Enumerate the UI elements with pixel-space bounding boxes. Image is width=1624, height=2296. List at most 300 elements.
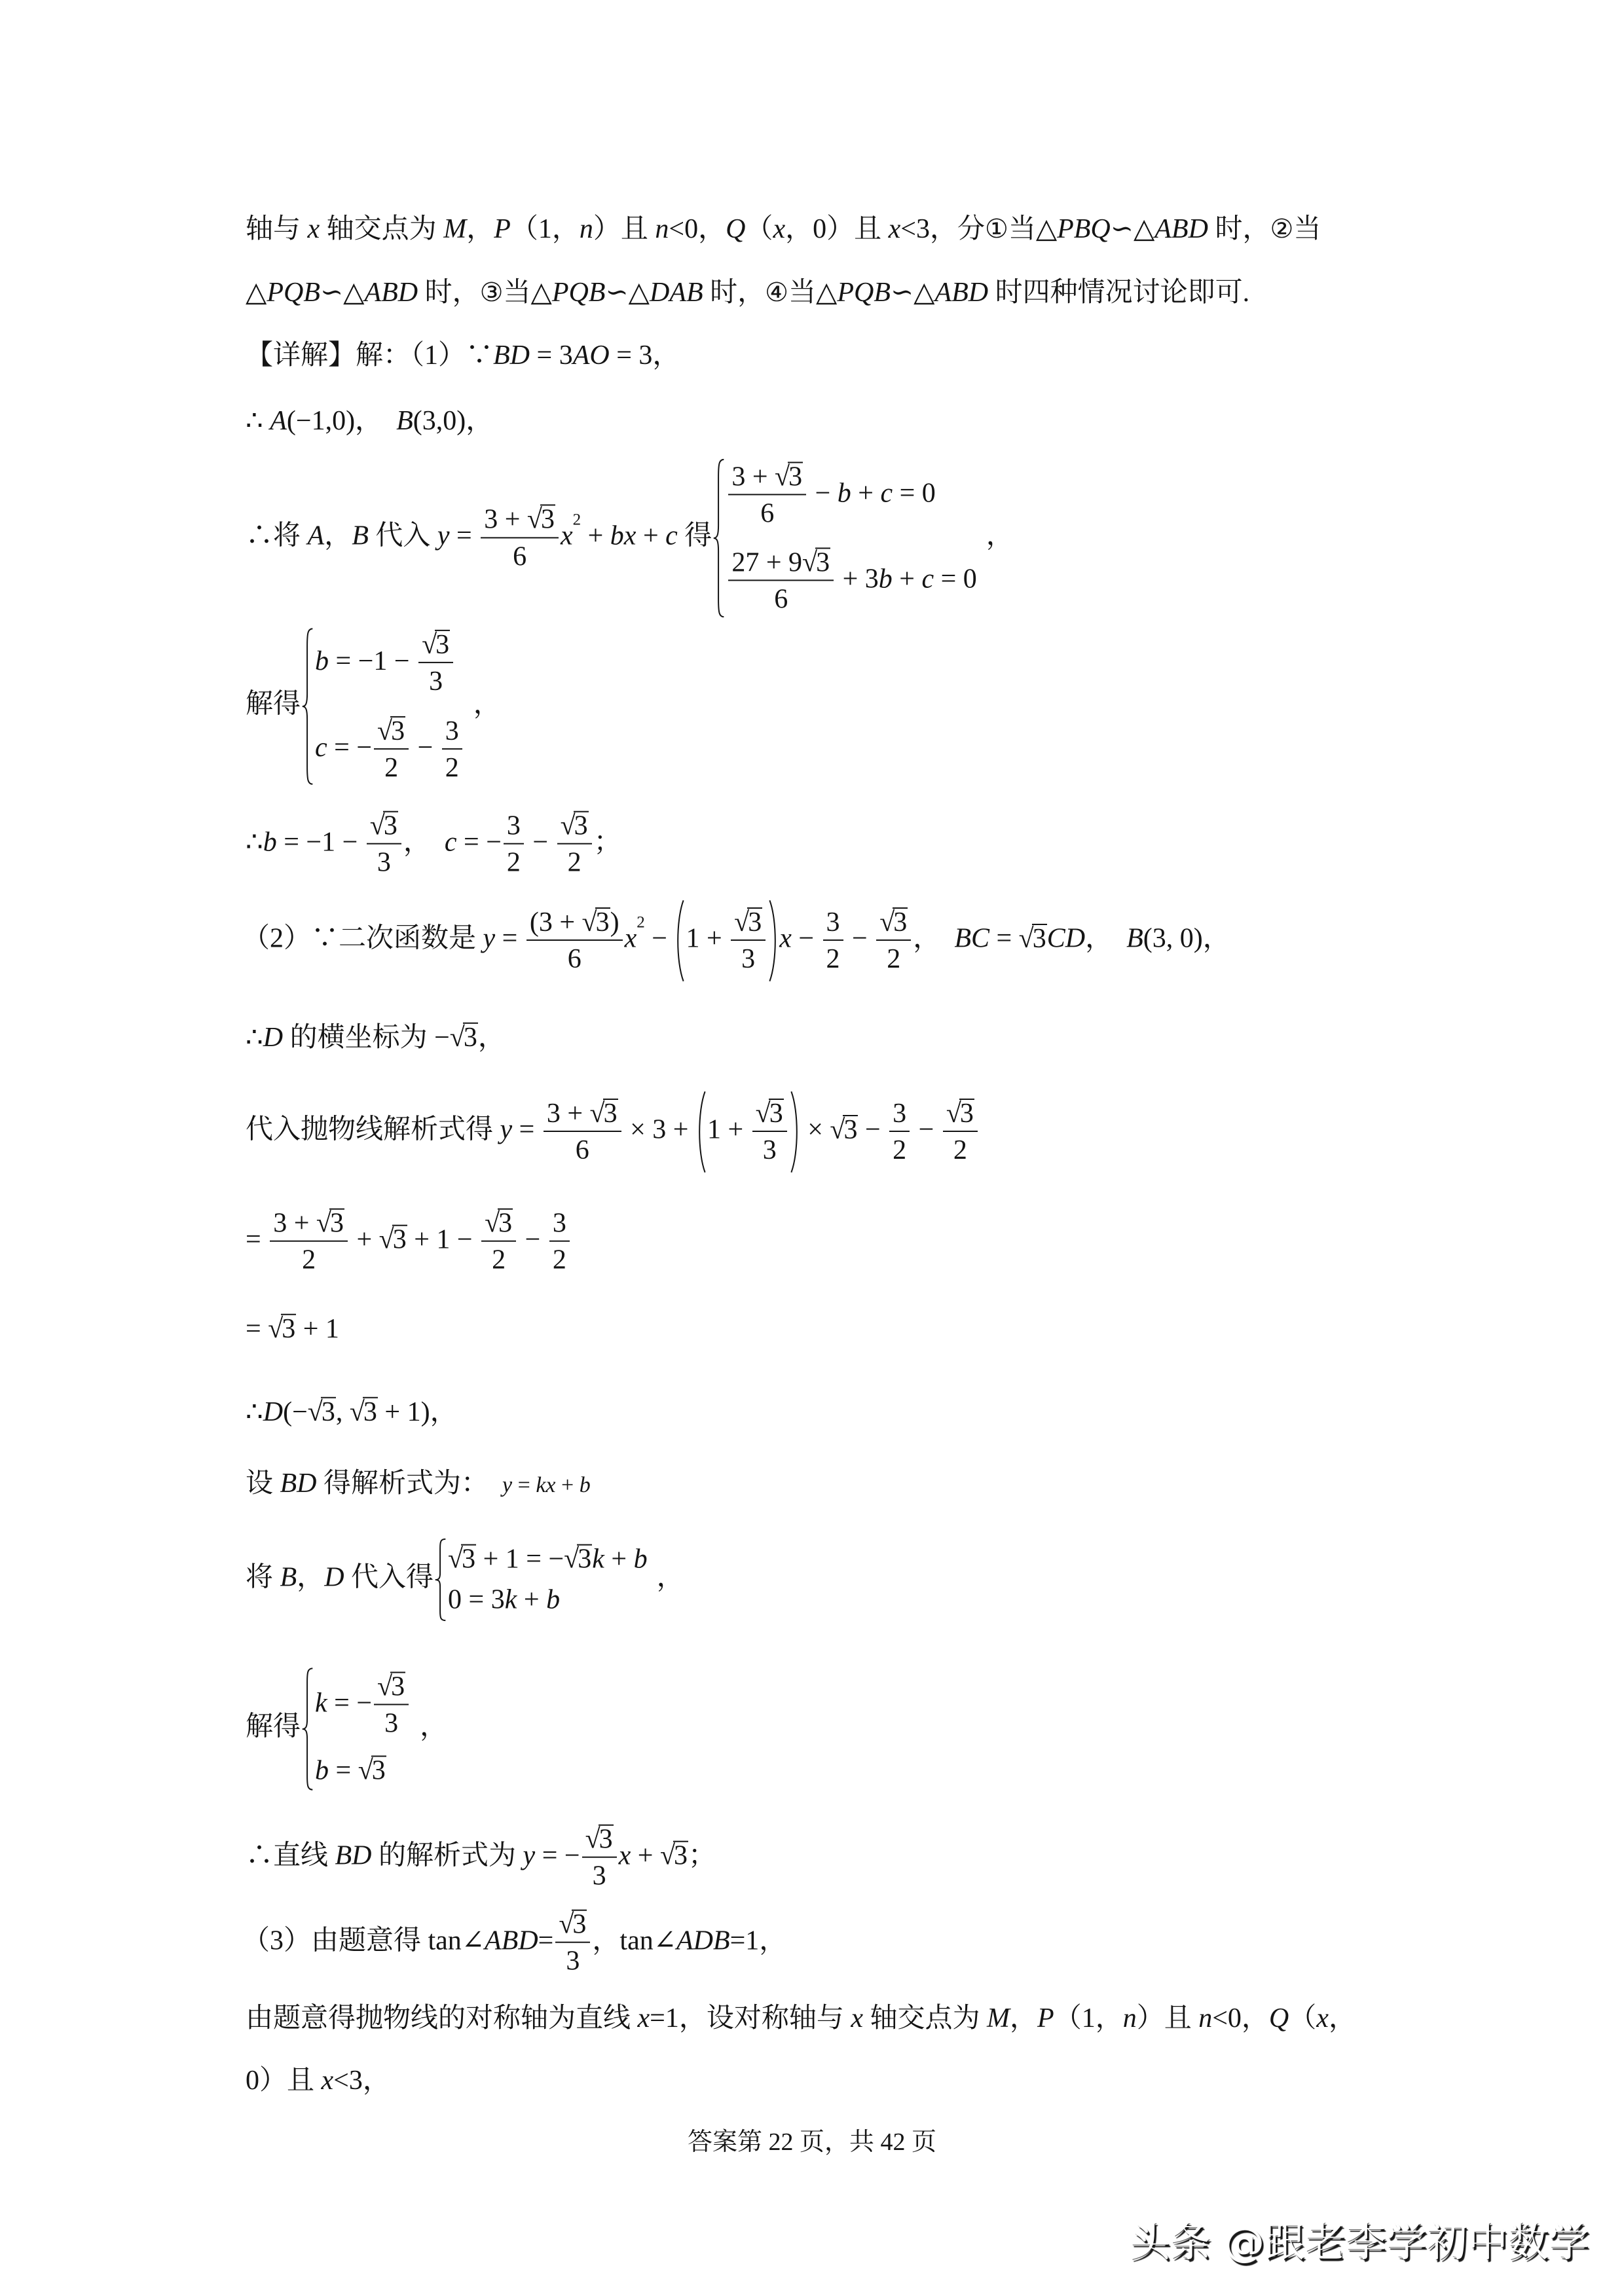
radical-sign: √ [526, 504, 542, 535]
fraction-bar [823, 939, 843, 941]
fraction-numerator [374, 1671, 409, 1703]
square-root [350, 1395, 378, 1430]
text-run: （ [1289, 2003, 1317, 2033]
math-variable: AO [572, 340, 610, 371]
fraction-denominator: 6 [575, 1135, 589, 1165]
text-run: △ [246, 277, 267, 308]
fraction-denominator: 2 [953, 1135, 967, 1165]
text-run: <0， [1212, 2003, 1269, 2033]
fraction-numerator [555, 1909, 590, 1941]
square-root [358, 1754, 386, 1787]
text-run: 当△ [503, 277, 552, 308]
fraction-denominator: 6 [513, 541, 527, 572]
radicand: 3 [462, 1544, 476, 1575]
math-variable: y [483, 923, 496, 954]
text-run: = 0 [934, 563, 977, 594]
fraction [481, 504, 559, 573]
text-run: 27 + 9 [731, 547, 802, 577]
math-variable: b [315, 646, 329, 676]
fraction [876, 907, 911, 975]
text-run: ， [1328, 2003, 1356, 2033]
math-variable: PQB [837, 277, 891, 308]
square-root [946, 1098, 974, 1129]
radicand: 3 [595, 907, 610, 938]
radicand: 3 [463, 1022, 477, 1053]
square-root [775, 461, 803, 492]
text-run: − [808, 478, 838, 509]
text-run: （1， [510, 213, 580, 244]
math-variable: b [579, 1472, 591, 1497]
text-run: （1， [1054, 2003, 1123, 2033]
radical-sign: √ [449, 1022, 465, 1053]
square-root [422, 629, 450, 661]
text-run: = −1 − [276, 827, 365, 858]
solution-line-2 [246, 276, 1249, 310]
text-run: + 1 = − [476, 1544, 564, 1575]
radicand: 3 [391, 1671, 405, 1702]
math-variable: x [773, 213, 786, 244]
text-run: ∽△ [890, 277, 935, 308]
text-run: = [538, 1925, 554, 1956]
radical-sign: √ [755, 1098, 771, 1129]
solution-line-11 [246, 1208, 572, 1277]
math-variable: n [579, 213, 593, 244]
square-root [802, 547, 830, 578]
radical-sign: √ [485, 1208, 500, 1239]
text-run: + [517, 1585, 547, 1615]
math-variable: x [618, 1840, 631, 1871]
fraction-denominator: 3 [592, 1861, 606, 1891]
text-run: =1，设对称轴与 [650, 2003, 851, 2033]
math-variable: y [500, 1114, 513, 1145]
text-run: 时， [703, 277, 766, 308]
fraction [270, 1208, 348, 1277]
text-run: ， [466, 213, 494, 244]
inline-equation [502, 1473, 591, 1497]
radical-sign: √ [559, 1909, 574, 1940]
radicand: 3 [435, 629, 450, 660]
square-root [485, 1208, 513, 1239]
text-run: = − [456, 827, 502, 858]
fraction [728, 547, 834, 615]
solution-line-15 [246, 1539, 684, 1622]
square-root [1019, 922, 1047, 957]
text-run: ， [656, 1562, 684, 1593]
text-run: × 3 + [623, 1114, 695, 1145]
square-root [561, 811, 589, 842]
text-run: ， [297, 1562, 325, 1593]
fraction-numerator [374, 716, 409, 747]
math-variable: Q [1268, 2003, 1289, 2033]
text-run: = 0 [893, 478, 936, 509]
fraction-numerator [481, 504, 559, 536]
math-variable: PQB [267, 277, 320, 308]
left-paren-symbol [674, 900, 686, 982]
math-variable: b [633, 1544, 648, 1575]
fraction-denominator: 6 [567, 944, 581, 974]
left-brace-symbol [301, 1667, 315, 1791]
fraction-bar [481, 537, 559, 538]
equation-row [448, 1584, 648, 1616]
fraction-bar [374, 748, 409, 750]
fraction [555, 1909, 590, 1978]
square-root [590, 1098, 618, 1129]
text-run: 得解析式为： [316, 1468, 503, 1499]
fraction-bar [876, 939, 911, 941]
text-run: + 1 − [407, 1224, 480, 1255]
fraction-numerator [367, 811, 401, 842]
solution-line-14 [246, 1467, 591, 1501]
text-run: ∴ [246, 1396, 263, 1427]
fraction-numerator [544, 1098, 621, 1129]
fraction-bar [752, 1131, 787, 1132]
radical-sign: √ [946, 1098, 961, 1129]
text-run: = [246, 1224, 268, 1255]
fraction-bar [481, 1241, 516, 1242]
fraction [526, 907, 623, 975]
fraction-denominator: 2 [552, 1245, 566, 1275]
solution-line-17 [246, 1824, 716, 1893]
solution-line-18 [242, 1909, 786, 1978]
radical-sign: √ [378, 1224, 394, 1255]
text-run: ∽△ [605, 277, 650, 308]
equation-system [301, 1667, 411, 1791]
solution-line-10 [246, 1091, 980, 1173]
radicand: 3 [788, 462, 803, 492]
solution-line-8 [242, 900, 1230, 982]
text-run: ， [473, 689, 501, 720]
fraction-denominator: 2 [826, 944, 840, 974]
fraction-numerator: 3 [552, 1208, 566, 1239]
fraction-bar [555, 1942, 590, 1943]
math-variable: n [655, 213, 669, 244]
radical-sign: √ [659, 1840, 676, 1871]
math-variable: BD [493, 340, 530, 371]
math-variable: BC [954, 923, 989, 954]
solution-line-12 [246, 1312, 339, 1347]
math-variable: BD [335, 1840, 372, 1871]
fraction [374, 716, 409, 784]
math-variable: P [1037, 2003, 1054, 2033]
fraction-numerator [557, 811, 592, 842]
fraction [752, 1098, 787, 1167]
radical-sign: √ [448, 1544, 464, 1575]
text-run: = [246, 1313, 268, 1344]
fraction [731, 907, 766, 975]
fraction-denominator: 3 [377, 848, 391, 878]
text-run: <0， [669, 213, 726, 244]
fraction-denominator: 2 [567, 848, 581, 878]
square-root [316, 1208, 344, 1239]
fraction-bar [367, 843, 401, 845]
text-run: 将 [246, 1562, 280, 1593]
text-run: 轴与 [246, 213, 308, 244]
square-root [559, 1909, 587, 1941]
radical-sign: √ [585, 1824, 600, 1855]
math-variable: x [851, 2003, 864, 2033]
radicand: 3 [574, 811, 588, 841]
circled-number: ③ [479, 277, 504, 308]
radical-sign: √ [802, 547, 818, 577]
fraction-bar [270, 1241, 348, 1242]
fraction-numerator: 3 [506, 811, 521, 841]
math-variable: Q [726, 213, 746, 244]
fraction-denominator: 2 [887, 944, 901, 974]
text-run: 1 + [686, 923, 729, 954]
square-root [564, 1543, 592, 1576]
math-variable: y [502, 1472, 513, 1497]
text-run: 3 + [273, 1208, 316, 1239]
left-paren-symbol [695, 1091, 707, 1173]
fraction-bar [374, 1704, 409, 1705]
solution-line-13 [246, 1395, 458, 1430]
square-root [756, 1098, 784, 1129]
radical-sign: √ [377, 716, 393, 746]
fraction [557, 811, 592, 879]
text-run: + [581, 520, 610, 551]
radical-sign: √ [349, 1396, 365, 1427]
fraction-denominator: 2 [302, 1245, 316, 1275]
equation-row [315, 1754, 411, 1787]
math-variable: x [779, 923, 792, 954]
radicand: 3 [391, 716, 405, 746]
math-variable: A [307, 520, 325, 551]
fraction [418, 629, 453, 698]
text-run: 由题意得抛物线的对称轴为直线 [246, 2003, 638, 2033]
fraction-bar [731, 939, 766, 941]
math-variable: M [987, 2003, 1010, 2033]
fraction-denominator: 3 [384, 1708, 399, 1739]
square-root [830, 1113, 858, 1148]
fraction-numerator [481, 1208, 516, 1239]
text-run: ， [1010, 2003, 1038, 2033]
radical-sign: √ [775, 462, 790, 492]
text-run: (− [283, 1396, 308, 1427]
math-variable: c [880, 478, 893, 509]
fraction-numerator [418, 629, 453, 661]
square-root [734, 907, 762, 938]
text-run: 得 [677, 520, 712, 551]
text-run: 时， [418, 277, 480, 308]
math-variable: n [1122, 2003, 1137, 2033]
math-variable: PQB [551, 277, 606, 308]
text-run: = [495, 923, 525, 954]
radical-sign: √ [581, 907, 597, 938]
circled-number: ④ [765, 277, 788, 308]
fraction [943, 1098, 978, 1167]
right-paren-symbol [767, 900, 779, 982]
text-run: − [912, 1114, 941, 1145]
text-run: ∽△ [320, 277, 365, 308]
equation-row [726, 547, 976, 615]
text-run: 代入得 [344, 1562, 434, 1593]
radical-sign: √ [734, 907, 750, 938]
math-variable: ADB [676, 1925, 730, 1956]
radicand: 3 [371, 1755, 386, 1786]
text-run: 代入 [368, 520, 437, 551]
math-variable: x [307, 213, 320, 244]
math-variable: kx [536, 1472, 556, 1497]
text-run: 解得 [246, 689, 301, 720]
text-run: 0）且 [246, 2065, 322, 2096]
radical-sign: √ [1018, 923, 1034, 954]
text-run: 时， [1208, 213, 1270, 244]
solution-line-16 [246, 1667, 447, 1791]
fraction [549, 1208, 570, 1277]
math-variable: x [888, 213, 901, 244]
text-run: = [512, 1472, 536, 1497]
fraction-denominator: 2 [893, 1135, 907, 1165]
math-variable: P [494, 213, 511, 244]
text-run: 轴交点为 [863, 2003, 987, 2033]
text-run: ， [986, 520, 1014, 551]
text-run: ∴ [246, 1022, 263, 1053]
text-run: + [555, 1472, 580, 1497]
fraction-numerator [752, 1098, 787, 1129]
text-run: = −1 − [329, 646, 417, 676]
radicand: 3 [599, 1824, 613, 1855]
fraction-bar [504, 843, 524, 845]
text-run: , [335, 1396, 350, 1427]
solution-line-4 [246, 404, 493, 439]
text-run: <3， [333, 2065, 390, 2096]
radicand: 3 [572, 1909, 587, 1940]
solution-line-3 [246, 338, 680, 373]
math-variable: CD [1046, 923, 1086, 954]
fraction-denominator: 2 [445, 752, 459, 783]
solution-line-1 [246, 212, 1321, 247]
math-variable: x [1316, 2003, 1329, 2033]
radicand: 3 [392, 1224, 407, 1255]
radical-sign: √ [564, 1544, 580, 1575]
text-run: ， [913, 923, 955, 954]
fraction-bar [544, 1131, 621, 1132]
text-run: = − [535, 1840, 580, 1871]
square-root [585, 1824, 614, 1855]
solution-line-6 [246, 627, 501, 786]
math-variable: D [324, 1562, 344, 1593]
fraction-bar [526, 939, 623, 941]
text-run: 的解析式为 [371, 1840, 523, 1871]
square-root [582, 907, 610, 938]
solution-line-20 [246, 2064, 390, 2098]
fraction-numerator [876, 907, 911, 938]
math-variable: x [637, 2003, 650, 2033]
math-variable: ABD [364, 277, 418, 308]
fraction-numerator [270, 1208, 348, 1239]
radical-sign: √ [377, 1671, 393, 1702]
left-brace-symbol [301, 627, 315, 786]
fraction-numerator [731, 907, 766, 938]
fraction-numerator: 3 [893, 1098, 907, 1129]
circled-number: ② [1270, 213, 1294, 244]
fraction-numerator: 3 [445, 716, 459, 746]
exponent: 2 [572, 511, 581, 529]
math-variable: c [444, 827, 457, 858]
fraction-numerator: 3 [826, 907, 840, 938]
square-root [879, 907, 908, 938]
fraction-denominator: 2 [492, 1245, 506, 1275]
radicand: 3 [816, 547, 830, 577]
text-run: 时四种情况讨论即可. [988, 277, 1250, 308]
text-run: = − [327, 1688, 373, 1719]
fraction-denominator: 3 [762, 1135, 777, 1165]
math-variable: A [270, 405, 287, 436]
radicand: 3 [893, 907, 908, 938]
text-run: − [525, 827, 555, 858]
text-run: (−1,0)， [286, 405, 397, 436]
fraction-denominator: 2 [506, 848, 521, 878]
text-run: − [411, 732, 440, 763]
math-variable: ABD [485, 1925, 538, 1956]
text-run: ∴ [246, 405, 270, 436]
square-root [308, 1395, 336, 1430]
text-run: 解得 [246, 1711, 301, 1742]
square-root [527, 504, 555, 536]
left-brace-symbol [434, 1539, 448, 1622]
text-run: 的横坐标为 − [283, 1022, 450, 1053]
square-root [379, 1223, 407, 1258]
radical-sign: √ [268, 1313, 284, 1344]
math-variable: c [665, 520, 678, 551]
fraction-bar [889, 1131, 910, 1132]
text-run: + [604, 1544, 634, 1575]
equation-system [712, 458, 976, 618]
fraction-denominator: 3 [429, 666, 443, 697]
fraction-denominator: 6 [774, 584, 788, 615]
math-variable: k [592, 1544, 604, 1575]
equation-row [315, 1671, 411, 1740]
fraction-numerator [943, 1098, 978, 1129]
radical-sign: √ [358, 1755, 373, 1786]
math-variable: D [263, 1396, 284, 1427]
fraction [442, 716, 462, 784]
math-variable: B [1126, 923, 1143, 954]
math-variable: x [560, 520, 573, 551]
text-run: (3 + [529, 907, 582, 938]
text-run: ， [403, 827, 445, 858]
text-run: <3，分 [900, 213, 985, 244]
text-run: + 1)， [377, 1396, 458, 1427]
fraction [728, 461, 806, 530]
fraction [823, 907, 843, 975]
text-run: 【详解】解：（1）∵ [246, 340, 494, 371]
text-run: ； [593, 827, 621, 858]
text-run: ， [420, 1711, 448, 1742]
text-run: = [512, 1114, 542, 1145]
radicand: 3 [748, 907, 762, 938]
text-run: + [636, 520, 666, 551]
text-run: + [349, 1224, 379, 1255]
fraction-bar [442, 748, 462, 750]
radicand: 3 [321, 1396, 335, 1427]
text-run: − [791, 923, 821, 954]
text-run: + [851, 478, 881, 509]
text-run: − [518, 1224, 547, 1255]
text-run: = 3 [530, 340, 573, 371]
radicand: 3 [1032, 923, 1046, 954]
fraction-bar [728, 494, 806, 496]
text-run: − [845, 923, 875, 954]
fraction-denominator: 3 [566, 1946, 580, 1977]
radical-sign: √ [879, 907, 895, 938]
text-run: 当△ [788, 277, 838, 308]
left-brace-symbol [712, 458, 726, 618]
math-variable: B [352, 520, 369, 551]
fraction-numerator [728, 461, 806, 492]
text-run: ∽△ [1110, 213, 1155, 244]
radical-sign: √ [422, 629, 437, 660]
